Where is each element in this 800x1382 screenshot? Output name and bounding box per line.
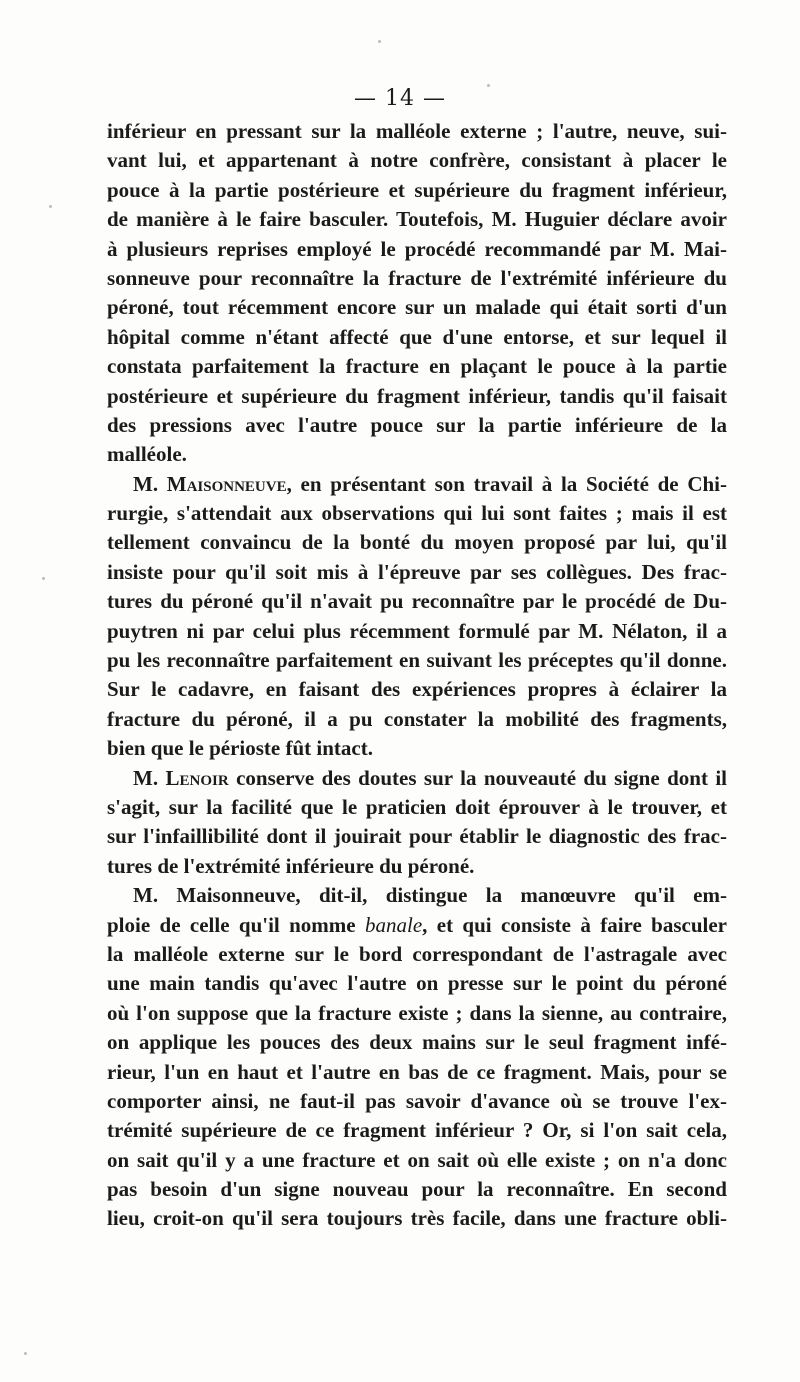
text-segment: , en présentant son travail à la Société de Chi-	[286, 471, 727, 496]
text-line	[107, 1028, 727, 1057]
speaker-name: Lenoir	[165, 765, 229, 790]
text-line	[107, 646, 727, 675]
text-line	[107, 705, 727, 734]
text-line	[107, 382, 727, 411]
text-line	[107, 852, 727, 881]
body-text	[107, 117, 727, 1234]
text-segment: péroné, tout récemment encore sur un malade qui était sorti d'un	[107, 295, 727, 320]
speaker-name: Maisonneuve	[166, 471, 287, 496]
text-segment: comporter ainsi, ne faut-il pas savoir d'avance où se trouve l'ex-	[107, 1088, 727, 1113]
text-line	[107, 1087, 727, 1116]
text-segment: on sait qu'il y a une fracture et on sait où elle existe ; on n'a donc	[107, 1147, 727, 1172]
text-line	[107, 528, 727, 557]
emphasis-text: banale	[364, 912, 423, 937]
text-segment: malléole.	[107, 442, 187, 467]
text-segment: hôpital comme n'étant affecté que d'une entorse, et sur lequel il	[107, 324, 727, 349]
text-segment: tures de l'extrémité inférieure du péroné.	[107, 853, 475, 878]
text-segment: rurgie, s'attendait aux observations qui lui sont faites ; mais il est	[107, 501, 727, 526]
text-line	[107, 323, 727, 352]
text-line	[107, 499, 727, 528]
text-segment: fracture du péroné, il a pu constater la mobilité des fragments,	[107, 706, 727, 731]
text-line	[107, 940, 727, 969]
text-segment: puytren ni par celui plus récemment formulé par M. Nélaton, il a	[107, 618, 727, 643]
text-segment: rieur, l'un en haut et l'autre en bas de ce fragment. Mais, pour se	[107, 1059, 727, 1084]
text-line	[107, 117, 727, 146]
text-line	[107, 1146, 727, 1175]
text-segment: postérieure et supérieure du fragment inférieur, tandis qu'il faisait	[107, 383, 727, 408]
text-segment: vant lui, et appartenant à notre confrère, consistant à placer le	[107, 148, 727, 173]
text-segment: Sur le cadavre, en faisant des expériences propres à éclairer la	[107, 677, 727, 702]
text-segment: des pressions avec l'autre pouce sur la partie inférieure de la	[107, 412, 727, 437]
text-line	[107, 146, 727, 175]
text-line	[107, 734, 727, 763]
text-segment: inférieur en pressant sur la malléole externe ; l'autre, neuve, sui-	[107, 119, 727, 143]
text-segment: on applique les pouces des deux mains sur le seul fragment infé-	[107, 1030, 727, 1055]
text-segment: lieu, croit-on qu'il sera toujours très facile, dans une fracture obli-	[107, 1206, 727, 1231]
text-line	[107, 1204, 727, 1233]
text-line	[107, 675, 727, 704]
text-line	[107, 881, 727, 910]
text-segment: pu les reconnaître parfaitement en suivant les préceptes qu'il donne.	[107, 648, 727, 673]
text-segment: s'agit, sur la facilité que le praticien doit éprouver à le trouver, et	[107, 794, 727, 819]
text-segment: M.	[133, 765, 166, 790]
text-segment: où l'on suppose que la fracture existe ; dans la sienne, au contraire,	[107, 1000, 727, 1025]
text-line	[107, 1058, 727, 1087]
text-segment: tellement convaincu de la bonté du moyen proposé par lui, qu'il	[107, 530, 727, 555]
text-segment: sur l'infaillibilité dont il jouirait pour établir le diagnostic des frac-	[107, 824, 727, 849]
text-segment: la malléole externe sur le bord correspondant de l'astragale avec	[107, 941, 727, 966]
text-segment: trémité supérieure de ce fragment inférieur ? Or, si l'on sait cela,	[107, 1118, 727, 1143]
text-line	[107, 293, 727, 322]
text-line	[107, 558, 727, 587]
text-line	[107, 235, 727, 264]
text-line	[107, 822, 727, 851]
text-line	[107, 587, 727, 616]
text-segment: constata parfaitement la fracture en plaçant le pouce à la partie	[107, 354, 727, 379]
text-segment: tures du péroné qu'il n'avait pu reconnaître par le procédé de Du-	[107, 589, 727, 614]
page-number-header: — 14 —	[354, 86, 446, 111]
text-line	[107, 205, 727, 234]
paper-speck	[42, 577, 45, 580]
text-segment: M. Maisonneuve, dit-il, distingue la manœuvre qu'il em-	[133, 883, 727, 908]
text-line	[107, 617, 727, 646]
text-segment: , et qui consiste à faire basculer	[422, 912, 727, 937]
text-line	[107, 793, 727, 822]
text-segment: pas besoin d'un signe nouveau pour la reconnaître. En second	[107, 1177, 727, 1202]
text-segment: conserve des doutes sur la nouveauté du signe dont il	[228, 765, 728, 790]
paper-speck	[487, 84, 490, 87]
paper-speck	[378, 40, 381, 43]
text-line	[107, 764, 727, 793]
text-line	[107, 1116, 727, 1145]
text-segment: M.	[133, 471, 167, 496]
paper-speck	[24, 1352, 27, 1355]
text-line	[107, 1175, 727, 1204]
text-segment: insiste pour qu'il soit mis à l'épreuve par ses collègues. Des frac-	[107, 559, 727, 584]
text-segment: une main tandis qu'avec l'autre on presse sur le point du péroné	[107, 971, 727, 996]
text-line	[107, 352, 727, 381]
text-line	[107, 999, 727, 1028]
text-segment: bien que le périoste fût intact.	[107, 736, 373, 761]
text-line	[107, 969, 727, 998]
text-line	[107, 470, 727, 499]
text-segment: à plusieurs reprises employé le procédé recommandé par M. Mai-	[107, 236, 727, 261]
text-line	[107, 411, 727, 440]
text-line	[107, 440, 727, 469]
text-segment: pouce à la partie postérieure et supérieure du fragment inférieur,	[107, 177, 727, 202]
text-line	[107, 176, 727, 205]
paper-speck	[49, 205, 52, 208]
text-segment: de manière à le faire basculer. Toutefois, M. Huguier déclare avoir	[107, 207, 727, 232]
text-line	[107, 264, 727, 293]
text-segment: ploie de celle qu'il nomme	[107, 912, 365, 937]
text-segment: sonneuve pour reconnaître la fracture de l'extrémité inférieure du	[107, 265, 727, 290]
text-line	[107, 911, 727, 940]
